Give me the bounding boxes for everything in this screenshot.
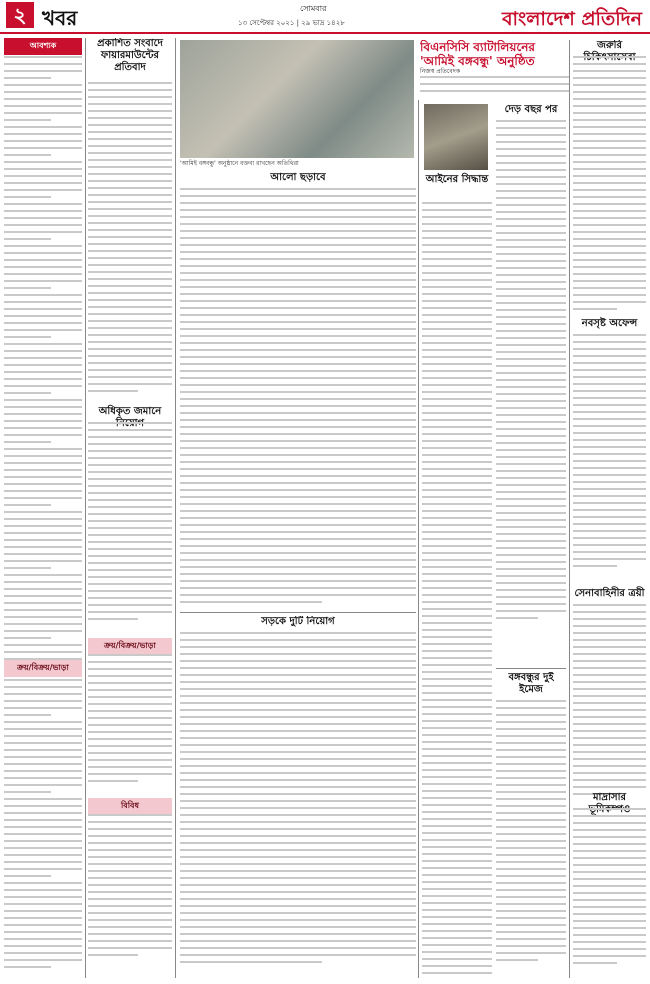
column-two (88, 38, 172, 978)
story-road-headline: সড়কে দুটি নিয়োগ (261, 616, 335, 627)
col2-buy-sell-header: ক্রয়/বিক্রয়/ভাড়া (88, 638, 172, 655)
story-long-right (496, 104, 566, 664)
main-headline-block (420, 40, 570, 100)
right-story1-headline: নবসৃষ্ট অফেন্স (581, 318, 638, 329)
day-of-week: সোমবার (300, 4, 327, 13)
right-column (573, 40, 646, 978)
main-photo (180, 40, 414, 158)
story-law-photo (424, 104, 488, 170)
classifieds-text (4, 56, 82, 973)
story-alo (180, 172, 416, 612)
section-title: খবর (42, 6, 78, 30)
story-law-headline: আইনের সিদ্ধান্ত (425, 174, 489, 185)
page-number: ২ (6, 2, 34, 28)
story-bangabandhu-headline: বঙ্গবন্ধুর দুই ইমেজ (508, 672, 554, 695)
classifieds-column (4, 38, 82, 978)
right-headline: জরুরি (597, 40, 622, 51)
newspaper-logo: বাংলাদেশ প্রতিদিন (501, 8, 642, 30)
story-alo-headline: আলো ছড়াবে (270, 172, 326, 183)
main-headline: বিএনসিসি ব্যাটালিয়নের 'আমিই বঙ্গবন্ধু' অনুষ্ঠিত (420, 40, 535, 68)
byline: নিজস্ব প্রতিবেদক (420, 68, 461, 75)
issue-date: ১৩ সেপ্টেম্বর ২০২১ | ২৯ ভাদ্র ১৪২৮ (238, 19, 345, 27)
page-header (0, 0, 650, 34)
photo-caption: 'আমিই বঙ্গবন্ধু' অনুষ্ঠানে বক্তব্য রাখছেন অতিথিরা (180, 160, 299, 167)
story-road (180, 616, 416, 978)
misc-header: বিবিধ (88, 798, 172, 815)
classifieds-header: আবশ্যক (4, 38, 82, 55)
right-story2-headline: সেনাবাহিনীর ত্রয়ী (574, 588, 645, 599)
headline-appointment: অধিকৃত জমানে (98, 406, 162, 417)
story-bangabandhu (496, 672, 566, 978)
buy-sell-header: ক্রয়/বিক্রয়/ভাড়া (4, 660, 82, 677)
headline-firemount: প্রকাশিত সংবাদে ফায়ারমাউন্টের প্রতিবাদ (97, 38, 163, 73)
right-story3-headline: মাদ্রাসার (592, 792, 626, 803)
story-law (422, 104, 492, 978)
story-long-headline: দেড় বছর পর (504, 104, 558, 115)
